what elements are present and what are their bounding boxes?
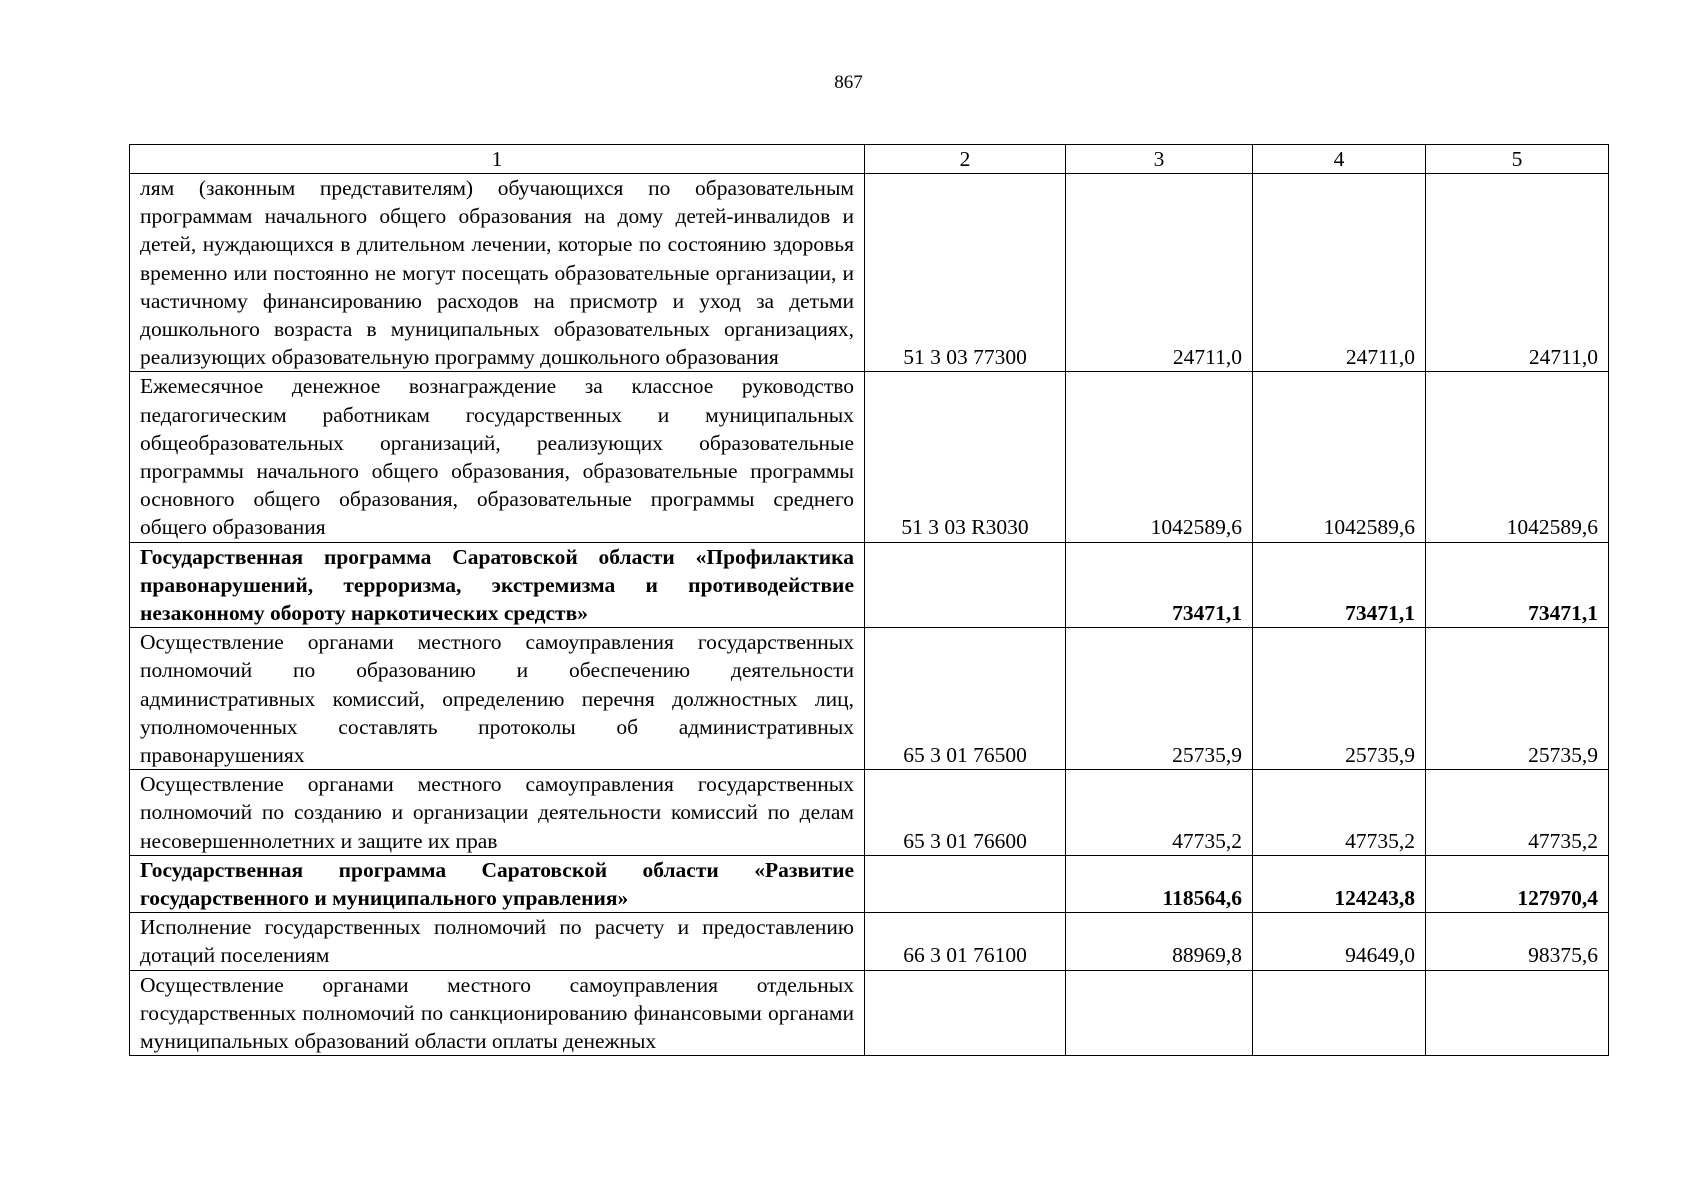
row-value-col4: 25735,9 bbox=[1253, 628, 1426, 770]
row-value-col5: 25735,9 bbox=[1426, 628, 1609, 770]
table-row bbox=[130, 174, 1609, 372]
row-value-col4: 94649,0 bbox=[1253, 913, 1426, 970]
column-header-1: 1 bbox=[130, 145, 865, 174]
row-value-col3: 24711,0 bbox=[1066, 174, 1253, 372]
table-header-row bbox=[130, 145, 1609, 174]
row-value-col3: 1042589,6 bbox=[1066, 372, 1253, 542]
row-code: 66 3 01 76100 bbox=[865, 913, 1066, 970]
row-code bbox=[865, 542, 1066, 628]
row-value-col4 bbox=[1253, 970, 1426, 1056]
row-value-col5: 73471,1 bbox=[1426, 542, 1609, 628]
row-value-col4: 47735,2 bbox=[1253, 770, 1426, 856]
page-number: 867 bbox=[834, 72, 863, 93]
row-value-col5 bbox=[1426, 970, 1609, 1056]
row-value-col3: 25735,9 bbox=[1066, 628, 1253, 770]
table-row bbox=[130, 770, 1609, 856]
row-name: Осуществление органами местного самоуправления государственных полномочий по созданию и организации деятельности комиссий по делам несовершеннолетних и защите их прав bbox=[130, 770, 865, 856]
row-value-col3: 47735,2 bbox=[1066, 770, 1253, 856]
table-row bbox=[130, 970, 1609, 1056]
row-value-col4: 73471,1 bbox=[1253, 542, 1426, 628]
column-header-3: 3 bbox=[1066, 145, 1253, 174]
row-code: 51 3 03 77300 bbox=[865, 174, 1066, 372]
row-name: Осуществление органами местного самоуправления отдельных государственных полномочий по санкционированию финансовыми органами муниципальных образований области оплаты денежных bbox=[130, 970, 865, 1056]
row-value-col3 bbox=[1066, 970, 1253, 1056]
row-value-col5: 24711,0 bbox=[1426, 174, 1609, 372]
table-row bbox=[130, 913, 1609, 970]
row-value-col5: 98375,6 bbox=[1426, 913, 1609, 970]
table-row-program bbox=[130, 855, 1609, 912]
row-value-col3: 118564,6 bbox=[1066, 855, 1253, 912]
table-row bbox=[130, 628, 1609, 770]
row-name: лям (законным представителям) обучающихся по образовательным программам начального общего образования на дому детей-инвалидов и детей, нуждающихся в длительном лечении, которые по состоянию здоровья временно или постоянно не могут посещать образовательные организации, и частичному финансированию расходов на присмотр и уход за детьми дошкольного возраста в муниципальных образовательных организациях, реализующих образовательную программу дошкольного образования bbox=[130, 174, 865, 372]
row-name: Государственная программа Саратовской области «Развитие государственного и муниципального управления» bbox=[130, 855, 865, 912]
row-value-col3: 73471,1 bbox=[1066, 542, 1253, 628]
column-header-4: 4 bbox=[1253, 145, 1426, 174]
table-row bbox=[130, 372, 1609, 542]
row-code: 65 3 01 76500 bbox=[865, 628, 1066, 770]
row-name: Осуществление органами местного самоуправления государственных полномочий по образованию и обеспечению деятельности административных комиссий, определению перечня должностных лиц, уполномоченных составлять протоколы об административных правонарушениях bbox=[130, 628, 865, 770]
budget-table bbox=[129, 144, 1609, 1056]
row-value-col4: 24711,0 bbox=[1253, 174, 1426, 372]
row-value-col5: 47735,2 bbox=[1426, 770, 1609, 856]
row-name: Государственная программа Саратовской области «Профилактика правонарушений, терроризма, экстремизма и противодействие незаконному обороту наркотических средств» bbox=[130, 542, 865, 628]
column-header-2: 2 bbox=[865, 145, 1066, 174]
row-name: Исполнение государственных полномочий по расчету и предоставлению дотаций поселениям bbox=[130, 913, 865, 970]
table-row-program bbox=[130, 542, 1609, 628]
row-value-col5: 1042589,6 bbox=[1426, 372, 1609, 542]
row-code bbox=[865, 970, 1066, 1056]
row-value-col4: 124243,8 bbox=[1253, 855, 1426, 912]
row-value-col3: 88969,8 bbox=[1066, 913, 1253, 970]
row-code bbox=[865, 855, 1066, 912]
row-code: 65 3 01 76600 bbox=[865, 770, 1066, 856]
row-name: Ежемесячное денежное вознаграждение за классное руководство педагогическим работникам государственных и муниципальных общеобразовательных организаций, реализующих образовательные программы начального общего образования, образовательные программы основного общего образования, образовательные программы среднего общего образования bbox=[130, 372, 865, 542]
column-header-5: 5 bbox=[1426, 145, 1609, 174]
row-code: 51 3 03 R3030 bbox=[865, 372, 1066, 542]
row-value-col5: 127970,4 bbox=[1426, 855, 1609, 912]
row-value-col4: 1042589,6 bbox=[1253, 372, 1426, 542]
